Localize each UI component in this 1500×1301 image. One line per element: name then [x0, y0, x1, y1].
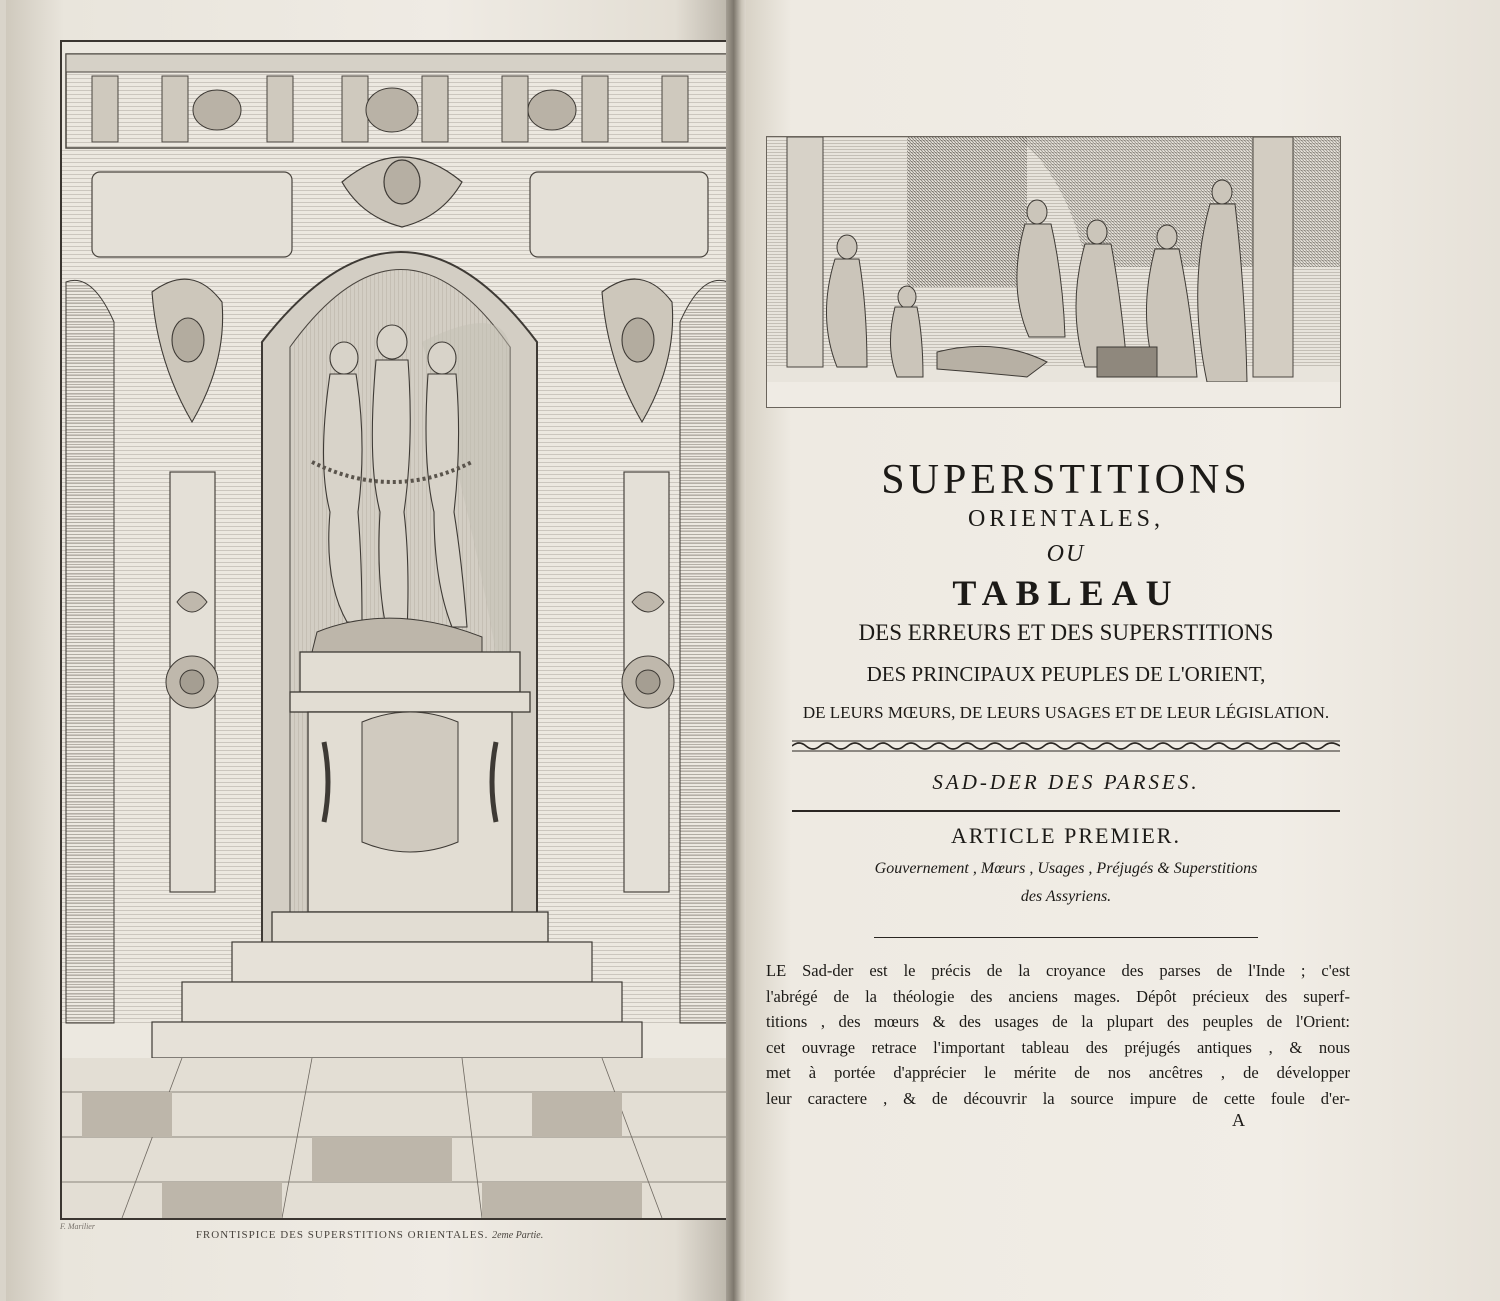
article-subtitle-line-2: des Assyriens. — [1020, 888, 1112, 905]
headpiece-engraving — [766, 136, 1341, 408]
body-line: cet ouvrage retrace l'important tableau des préjugés antiques , & nous — [766, 1037, 1350, 1057]
title-principaux-peuples: DES PRINCIPAUX PEUPLES DE L'ORIENT, — [866, 662, 1266, 686]
article-subtitle-line-1: Gouvernement , Mœurs , Usages , Préjugés & Superstitions — [874, 860, 1258, 877]
engraver-credit: F. Marilier — [60, 1222, 95, 1231]
frontispiece-engraving — [60, 40, 734, 1220]
title-des-erreurs: DES ERREURS ET DES SUPERSTITIONS — [858, 620, 1274, 645]
title-ou: OU — [1046, 541, 1086, 567]
article-rule — [874, 937, 1258, 938]
plate-caption — [6, 1229, 733, 1241]
body-line: LE Sad-der est le précis de la croyance des parses de l'Inde ; c'est — [766, 961, 1350, 980]
headpiece-illustration — [767, 137, 1340, 407]
plate-caption-text: FRONTISPICE DES SUPERSTITIONS ORIENTALES. — [195, 1229, 489, 1241]
frontispiece-illustration — [62, 42, 732, 1218]
body-line: l'abrégé de la théologie des anciens mages. Dépôt précieux des superf- — [766, 986, 1350, 1006]
section-rule — [792, 810, 1340, 812]
section-title: SAD-DER DES PARSES. — [932, 770, 1200, 794]
left-page — [6, 0, 733, 1301]
body-text — [766, 958, 1350, 1111]
article-heading: ARTICLE PREMIER. — [951, 823, 1181, 848]
right-page — [746, 0, 1500, 1301]
title-leurs-moeurs: DE LEURS MŒURS, DE LEURS USAGES ET DE LEUR LÉGISLATION. — [802, 703, 1330, 722]
book-gutter — [726, 0, 748, 1301]
title-superstitions: SUPERSTITIONS — [881, 457, 1251, 503]
signature-mark: A — [1232, 1110, 1245, 1130]
body-line: met à portée d'apprécier le mérite de nos ancêtres , de développer — [766, 1063, 1350, 1082]
ornamental-rule — [792, 738, 1340, 754]
title-orientales: ORIENTALES, — [967, 506, 1165, 532]
title-tableau: TABLEAU — [952, 573, 1180, 613]
body-line: leur caractere , & de découvrir la source impure de cette foule d'er- — [766, 1088, 1350, 1108]
body-line: titions , des mœurs & des usages de la plupart des peuples de l'Orient: — [766, 1012, 1350, 1031]
plate-caption-part: 2eme Partie. — [492, 1230, 544, 1241]
